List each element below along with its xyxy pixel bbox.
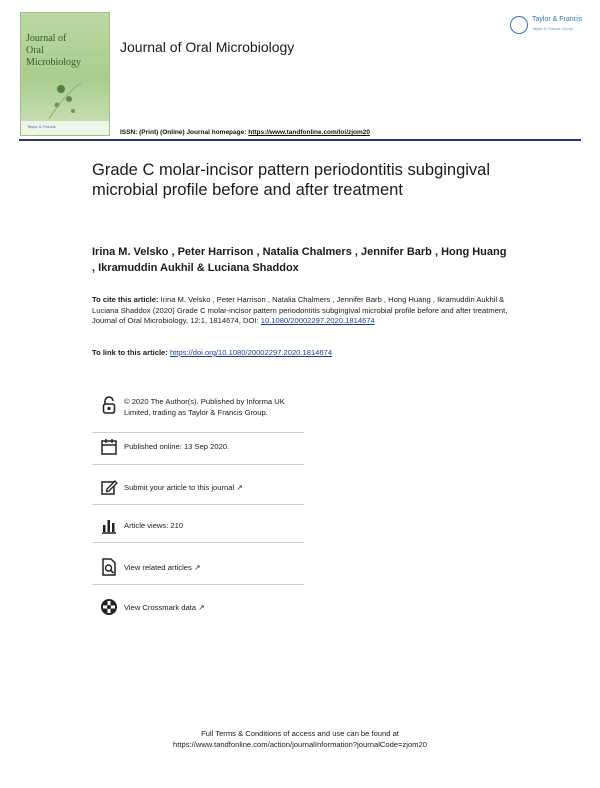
article-doi-link[interactable]: https://doi.org/10.1080/20002297.2020.1814674	[169, 348, 333, 357]
crossmark-label: View Crossmark data	[124, 603, 197, 612]
cover-footer	[21, 121, 109, 135]
related-row[interactable]	[100, 558, 300, 578]
views-text: Article views: 210	[124, 521, 184, 530]
crossmark-text[interactable]	[124, 603, 302, 614]
link-line	[92, 348, 332, 357]
footer-terms-link[interactable]: https://www.tandfonline.com/action/journalInformation?journalCode=zjom20	[173, 740, 427, 749]
bar-chart-icon	[100, 516, 118, 534]
article-authors: Irina M. Velsko , Peter Harrison , Natalia Chalmers , Jennifer Barb , Hong Huang , Ikramuddin Aukhil & Luciana Shaddox	[92, 246, 507, 274]
license-row	[100, 396, 300, 430]
external-link-icon: ↗	[193, 563, 201, 572]
views-row	[100, 516, 300, 536]
external-link-icon: ↗	[236, 483, 243, 492]
submit-label: Submit your article to this journal	[124, 483, 235, 492]
footer	[0, 728, 600, 750]
issn-line	[120, 129, 370, 136]
divider	[92, 464, 304, 465]
license-text: © 2020 The Author(s). Published by Informa UK Limited, trading as Taylor & Francis Group.	[124, 397, 285, 417]
citation	[92, 295, 512, 327]
link-label: To link to this article:	[92, 348, 168, 357]
document-search-icon	[100, 558, 118, 576]
journal-homepage-link[interactable]: https://www.tandfonline.com/loi/zjom20	[248, 129, 371, 136]
submit-text[interactable]	[124, 483, 302, 494]
footer-line: Full Terms & Conditions of access and use can be found at	[201, 729, 399, 738]
citation-text: Irina M. Velsko , Peter Harrison , Natalia Chalmers , Jennifer Barb , Hong Huang , Ikramuddin Aukhil & Luciana Shaddox (2020) Grade C molar-incisor pattern periodontitis subgingival microbial profile before and after treatment, Journal of Oral Microbiology, 12:1, 1814674, DOI:	[92, 295, 508, 326]
divider	[92, 584, 304, 585]
publisher-logo[interactable]	[510, 15, 590, 37]
citation-label: To cite this article:	[92, 295, 159, 304]
cover-title-line: Oral	[26, 45, 44, 56]
published-text: Published online: 13 Sep 2020.	[124, 442, 230, 451]
divider	[92, 432, 304, 433]
open-access-icon	[100, 396, 118, 414]
crossmark-row[interactable]	[100, 598, 300, 618]
article-title: Grade C molar-incisor pattern periodontitis subgingival microbial profile before and after treatment	[92, 161, 491, 199]
doi-link[interactable]: 10.1080/20002297.2020.1814674	[260, 316, 375, 326]
header-rule	[19, 139, 581, 141]
issn-label: ISSN: (Print) (Online) Journal homepage:	[120, 129, 247, 136]
external-link-icon: ↗	[198, 603, 205, 612]
submit-row[interactable]	[100, 478, 300, 498]
published-row	[100, 438, 300, 458]
divider	[92, 542, 304, 543]
edit-icon	[100, 478, 118, 496]
related-label: View related articles	[124, 563, 192, 572]
cover-title-line: Journal of	[26, 33, 67, 44]
crossmark-icon	[100, 598, 118, 616]
cover-title-line: Microbiology	[26, 57, 81, 68]
publisher-logo-sub: Taylor & Francis Group	[532, 26, 573, 31]
publisher-logo-name: Taylor & Francis	[532, 16, 583, 23]
cover-publisher-mark: Taylor & Francis	[27, 124, 56, 129]
related-text[interactable]	[124, 563, 302, 574]
calendar-icon	[100, 438, 118, 456]
publisher-logo-icon	[510, 16, 528, 34]
journal-cover	[20, 12, 110, 136]
divider	[92, 504, 304, 505]
journal-title[interactable]: Journal of Oral Microbiology	[120, 39, 295, 55]
cover-illustration	[39, 75, 89, 125]
